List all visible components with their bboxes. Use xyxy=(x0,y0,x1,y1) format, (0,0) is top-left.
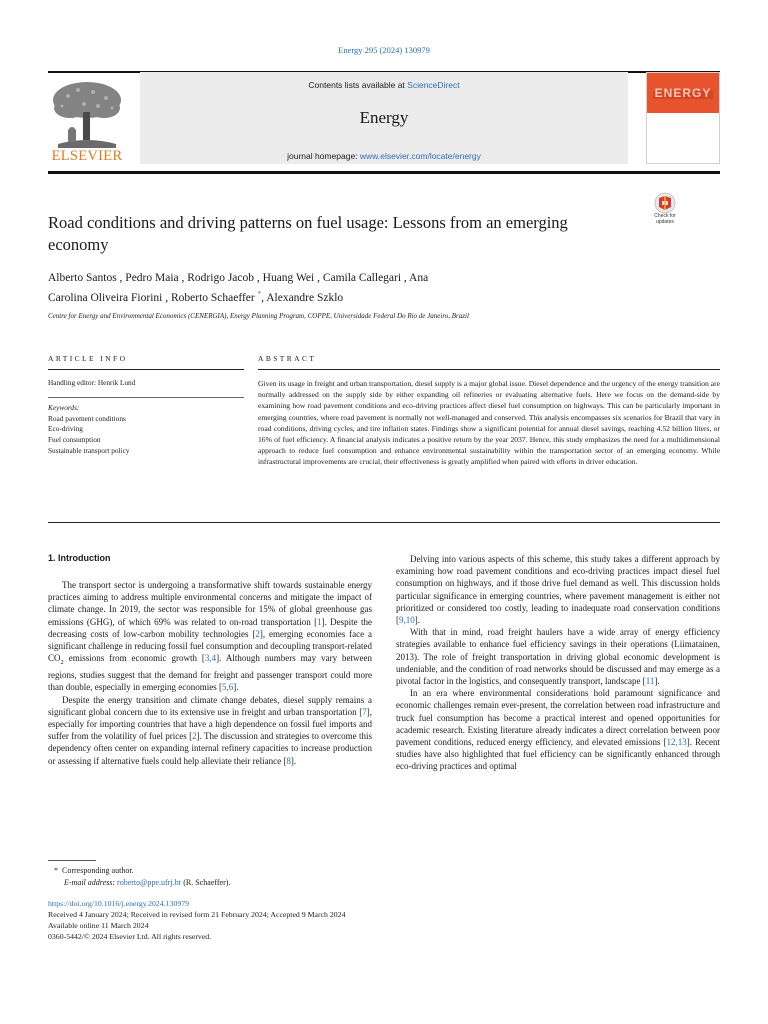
abstract-text: Given its usage in freight and urban transportation, diesel supply is a major global issue. Diesel dependence and the urgency of the energy transition are normally addressed on the supply side by either expanding oil refineries or evaluating alternative fuels. Here we focus on the demand-side by examining how road pavement conditions and eco-driving practices affect diesel fuel consumption on highways. This can be particularly important in emerging countries, where road pavement is normally not well-managed and conserved. This analysis encompasses six scenarios for Brazil that vary in road conditions, driving cycles, and tire inflation states. Findings show a significant potential for annual diesel savings, reaching 4.52 billion liters, or 16% of fuel efficiency. A financial analysis indicates a positive return by the year 2037. Hence, this study emphasizes the need for a multidimensional approach to reduce fuel consumption and enhance environmental sustainability within the transportation sector of an emerging economy. While infrastructural improvements are crucial, their effectiveness is greatly amplified when paired with efforts in driver education. xyxy=(258,379,720,467)
author-list xyxy=(48,270,648,306)
keyword-item: Eco-driving xyxy=(48,424,83,434)
citation-link[interactable]: 2 xyxy=(192,731,197,742)
body-right-column xyxy=(396,553,720,773)
email-line: E-mail address: roberto@ppe.ufrj.br (R. Schaeffer). xyxy=(64,878,231,887)
handling-editor: Handling editor: Henrik Lund xyxy=(48,378,136,387)
check-for-updates-badge[interactable] xyxy=(648,192,682,230)
body-paragraph: Despite the energy transition and climate change debates, diesel supply remains a significant global concern due to its extensive use in freight and urban transportation [7], especially for importing countries that have a high dependence on fossil fuel imports and suffer from the volatility of fuel prices [2]. The discussion and strategies to overcome this dependency often center on expanding internal refinery capacities to increase production or assessing if alternative fuels could help alleviate their reliance [8]. xyxy=(48,694,373,766)
citation-link[interactable]: 9,10 xyxy=(399,615,415,626)
body-paragraph: The transport sector is undergoing a transformative shift towards sustainable energy practices aiming to address multiple environmental concerns and mitigate the impact of climate change. In 2019, the sector was responsible for 15% of global greenhouse gas emissions (GHG), of which 69% was related to on-road transportation [1]. Despite the decreasing costs of low-carbon mobility technologies [2], emerging economies face a significant challenge in reducing fossil fuel consumption and decoupling transport-related $CO_2$ emissions from economic growth [3,4]. Although numbers may vary between regions, studies suggest that the demand for freight and passenger transport could more than double, especially in emerging economies [5,6]. xyxy=(48,580,373,693)
authors-line-2-start: Carolina Oliveira Fiorini , Roberto Schaeffer xyxy=(48,291,258,304)
corresponding-author-note: * Corresponding author. xyxy=(54,866,134,875)
affiliation: Centre for Energy and Environmental Economics (CENERGIA), Energy Planning Program, COPPE, Universidade Federal Do Rio de Janeiro, Brazil xyxy=(48,312,469,320)
article-title: Road conditions and driving patterns on fuel usage: Lessons from an emerging economy xyxy=(48,213,568,254)
publication-footer xyxy=(48,898,548,942)
cover-title: ENERGY xyxy=(654,86,712,100)
author-email-link[interactable]: roberto@ppe.ufrj.br xyxy=(117,878,182,887)
journal-name: Energy xyxy=(359,108,409,127)
keywords-block xyxy=(48,403,244,457)
journal-reference[interactable]: Energy 295 (2024) 130979 xyxy=(338,45,430,55)
citation-link[interactable]: 7 xyxy=(362,706,367,717)
body-paragraph: Delving into various aspects of this scheme, this study takes a different approach by examining how road pavement conditions and eco-driving practices impact diesel fuel consumption on highways, and if those drive fuel demand as well. This discussion holds particular significance in emerging countries, where pavement management is either not prioritized or considered too costly, leading to inadequate road conservation conditions [9,10]. xyxy=(396,554,720,626)
footnote xyxy=(54,865,454,889)
available-online: Available online 11 March 2024 xyxy=(48,921,149,930)
copyright: 0360-5442/© 2024 Elsevier Ltd. All rights reserved. xyxy=(48,932,212,941)
citation-link[interactable]: 11 xyxy=(645,676,655,687)
check-updates-icon xyxy=(648,192,682,214)
abstract-heading: ABSTRACT xyxy=(258,354,317,363)
authors-line-2-end: , Alexandre Szklo xyxy=(261,291,344,304)
journal-homepage-link[interactable]: www.elsevier.com/locate/energy xyxy=(359,151,481,161)
body-paragraph: With that in mind, road freight haulers have a wide array of energy efficiency strategies available to enhance fuel efficiency savings in their operations (Liimatainen, 2013). The role of freight transportation in driving global economic development is undeniable, and the condition of road networks should be discussed and may emerge as a pivotal factor in the logistics, and consequently transport, landscape [11]. xyxy=(396,627,720,687)
elsevier-wordmark: ELSEVIER xyxy=(51,148,123,164)
contents-prefix: Contents lists available at xyxy=(308,80,408,90)
keywords-rule xyxy=(48,397,244,398)
authors-line-1: Alberto Santos , Pedro Maia , Rodrigo Jacob , Huang Wei , Camila Callegari , Ana xyxy=(48,272,429,284)
article-info-rule xyxy=(48,369,244,370)
received-dates: Received 4 January 2024; Received in revised form 21 February 2024; Accepted 9 March 2024 xyxy=(48,910,346,919)
keywords-label: Keywords: xyxy=(48,403,80,412)
abstract-rule xyxy=(258,369,720,370)
citation-link[interactable]: 2 xyxy=(255,628,260,639)
header-bottom-rule xyxy=(48,171,720,174)
contents-available-line xyxy=(140,80,628,90)
doi-link[interactable]: https://doi.org/10.1016/j.energy.2024.130979 xyxy=(48,899,190,908)
journal-homepage-line xyxy=(140,151,628,161)
citation-link[interactable]: 1 xyxy=(317,616,322,627)
corresponding-author-marker[interactable]: * xyxy=(257,290,262,298)
journal-cover-thumbnail[interactable] xyxy=(646,72,720,164)
body-paragraph: In an era where environmental considerations hold paramount significance and economic challenges remain ever-present, the correlation between road infrastructure and truck fuel consumption has become a practical interest and opened opportunities for academic research. Existing literature already indicates a direct correlation between poor pavement conditions, reduced energy efficiency, and elevated emissions [12,13]. Recent studies have also highlighted that fuel efficiency can be significantly enhanced through eco-driving practices and optimal xyxy=(396,688,721,772)
citation-link[interactable]: 5,6 xyxy=(222,682,234,693)
citation-link[interactable]: 3,4 xyxy=(204,653,217,664)
check-updates-label: Check for updates xyxy=(654,213,676,225)
citation-link[interactable]: 12,13 xyxy=(666,737,687,748)
abstract-bottom-rule xyxy=(48,522,720,523)
footnote-rule xyxy=(48,860,96,861)
keyword-item: Fuel consumption xyxy=(48,435,101,445)
sciencedirect-link[interactable]: ScienceDirect xyxy=(407,80,460,90)
authors-line-2 xyxy=(48,286,648,306)
citation-link[interactable]: 8 xyxy=(286,755,291,766)
homepage-prefix: journal homepage: xyxy=(287,151,360,161)
keyword-item: Sustainable transport policy xyxy=(48,445,130,455)
body-left-column xyxy=(48,579,372,767)
section-heading-introduction: 1. Introduction xyxy=(48,553,111,563)
footnote-star: * xyxy=(54,866,58,875)
article-info-heading: ARTICLE INFO xyxy=(48,354,128,363)
keyword-item: Road pavement conditions xyxy=(48,413,126,423)
email-label: E-mail address: xyxy=(64,878,118,887)
